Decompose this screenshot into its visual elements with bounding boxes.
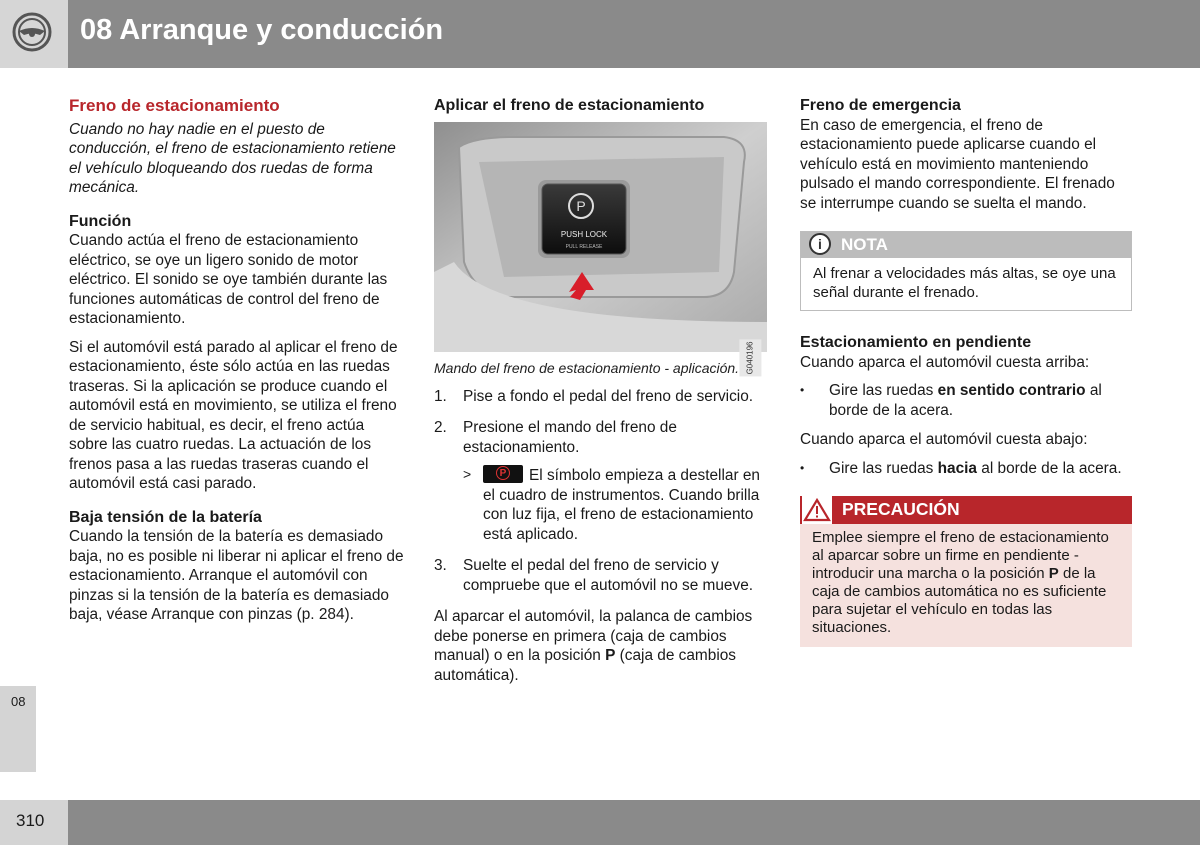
- substep-text: El símbolo empieza a destellar en el cuadro de instrumentos. Cuando brilla con luz fija, el freno de estacionamiento está aplicado.: [483, 467, 760, 543]
- bateria-paragraph: Cuando la tensión de la batería es demasiado baja, no es posible ni liberar ni aplicar el freno de estacionamiento. Arranque el automóvil con pinzas si la tensión de la batería es demasiado baja, véase Arranque con pinzas (p. 284).: [69, 528, 404, 623]
- parking-brake-symbol-glyph: P: [496, 466, 510, 480]
- bullet: •: [800, 460, 805, 475]
- closing-paragraph: [434, 607, 769, 685]
- steps-list: [434, 387, 769, 596]
- parking-brake-symbol-icon: [483, 465, 523, 483]
- photo-code: G040196: [740, 340, 762, 377]
- chapter-icon-box: [0, 0, 68, 68]
- bullet-text-bold: en sentido contrario: [937, 382, 1086, 399]
- warning-title: PRECAUCIÓN: [842, 499, 960, 519]
- step-number: 3.: [434, 557, 447, 574]
- side-tab-label: 08: [11, 694, 26, 709]
- steering-wheel-icon: [12, 12, 52, 52]
- section-heading: Freno de estacionamiento: [69, 96, 280, 115]
- section-intro: Cuando no hay nadie en el puesto de conducción, el freno de estacionamiento retiene el vehículo bloqueando dos ruedas de forma mecánica.: [69, 120, 396, 196]
- bullet: •: [800, 383, 805, 397]
- warning-triangle-icon: [802, 496, 832, 524]
- step-item: [434, 418, 769, 544]
- page-header: [0, 0, 1200, 68]
- photo-push-lock-label: PUSH LOCK: [560, 229, 608, 239]
- step-number: 2.: [434, 419, 447, 436]
- bateria-heading: Baja tensión de la batería: [69, 508, 262, 526]
- chapter-side-tab: [0, 686, 36, 772]
- bullet-text-a: Gire las ruedas: [829, 459, 938, 477]
- warning-text-bold: P: [1048, 565, 1059, 582]
- bullet-text-bold: hacia: [937, 459, 977, 477]
- cuesta-arriba-text: Cuando aparca el automóvil cuesta arriba:: [800, 353, 1090, 371]
- substep-marker: >: [463, 466, 472, 482]
- column-2: [434, 96, 769, 685]
- funcion-paragraph-1: Cuando actúa el freno de estacionamiento eléctrico, se oye un ligero sonido de motor eléctrico. El sonido se oye también durante las funciones automáticas de control del freno de estacionamiento.: [69, 232, 388, 327]
- photo-caption: Mando del freno de estacionamiento - aplicación.: [434, 359, 740, 376]
- photo-p-glyph: P: [576, 197, 586, 214]
- emergencia-paragraph: En caso de emergencia, el freno de estacionamiento puede aplicarse cuando el vehículo está en movimiento manteniendo pulsado el mando correspondiente. El frenado se interrumpe cuando se suelta el mando.: [800, 116, 1115, 212]
- funcion-heading: Función: [69, 212, 132, 230]
- bullet-text-c: al borde de la acera.: [829, 382, 1102, 419]
- step-text: Presione el mando del freno de estacionamiento.: [463, 419, 677, 456]
- info-icon: i: [809, 233, 831, 255]
- list-item: [800, 459, 1132, 479]
- closing-text-bold: P: [605, 647, 616, 664]
- step-text: Suelte el pedal del freno de servicio y compruebe que el automóvil no se mueve.: [463, 557, 754, 594]
- step-text: Pise a fondo el pedal del freno de servicio.: [463, 387, 754, 405]
- step-item: [434, 556, 769, 595]
- funcion-paragraph-2: Si el automóvil está parado al aplicar el freno de estacionamiento, éste sólo actúa en las ruedas traseras. Si la aplicación se produce cuando el automóvil está en movimiento, se utiliza el freno de servicio habitual, es decir, el freno actúa sobre las cuatro ruedas. La actuación de los frenos pasa a las ruedas traseras cuando el automóvil está casi parado.: [69, 338, 398, 492]
- abajo-list: [800, 459, 1132, 479]
- column-1: [69, 96, 404, 625]
- closing-text-c: (caja de cambios automática).: [434, 647, 736, 684]
- note-title: NOTA: [841, 235, 888, 254]
- page-number: 310: [16, 811, 45, 830]
- substep: [463, 465, 769, 544]
- step-item: [434, 387, 769, 407]
- step-number: 1.: [434, 387, 447, 405]
- photo-pull-release-label: PULL RELEASE: [565, 243, 603, 250]
- column-3: [800, 96, 1132, 647]
- closing-text-a: Al aparcar el automóvil, la palanca de cambios debe ponerse en primera (caja de cambios manual) o en la posición: [434, 608, 753, 664]
- note-header: [801, 232, 1131, 258]
- arriba-list: [800, 381, 1132, 420]
- pendiente-heading: Estacionamiento en pendiente: [800, 334, 1032, 351]
- parking-brake-illustration: [434, 122, 767, 352]
- warning-box: [800, 496, 1132, 647]
- warning-text-a: Emplee siempre el freno de estacionamiento al aparcar sobre un firme en pendiente - introducir una marcha o la posición: [812, 529, 1109, 582]
- warning-header: [800, 496, 1132, 524]
- note-box: [800, 231, 1132, 311]
- warning-text: [800, 524, 1132, 647]
- note-text: Al frenar a velocidades más altas, se oye una señal durante el frenado.: [813, 265, 1116, 301]
- bullet-text-a: Gire las ruedas: [829, 382, 938, 399]
- chapter-title: 08 Arranque y conducción: [80, 14, 444, 46]
- bullet-text-c: al borde de la acera.: [977, 459, 1122, 477]
- emergencia-heading: Freno de emergencia: [800, 97, 961, 114]
- page-footer: [0, 800, 1200, 845]
- warning-text-c: de la caja de cambios automática no es suficiente para sujetar el vehículo en todas las situaciones.: [812, 565, 1107, 636]
- aplicar-heading: Aplicar el freno de estacionamiento: [434, 97, 705, 114]
- cuesta-abajo-text: Cuando aparca el automóvil cuesta abajo:: [800, 431, 1088, 448]
- list-item: [800, 381, 1132, 420]
